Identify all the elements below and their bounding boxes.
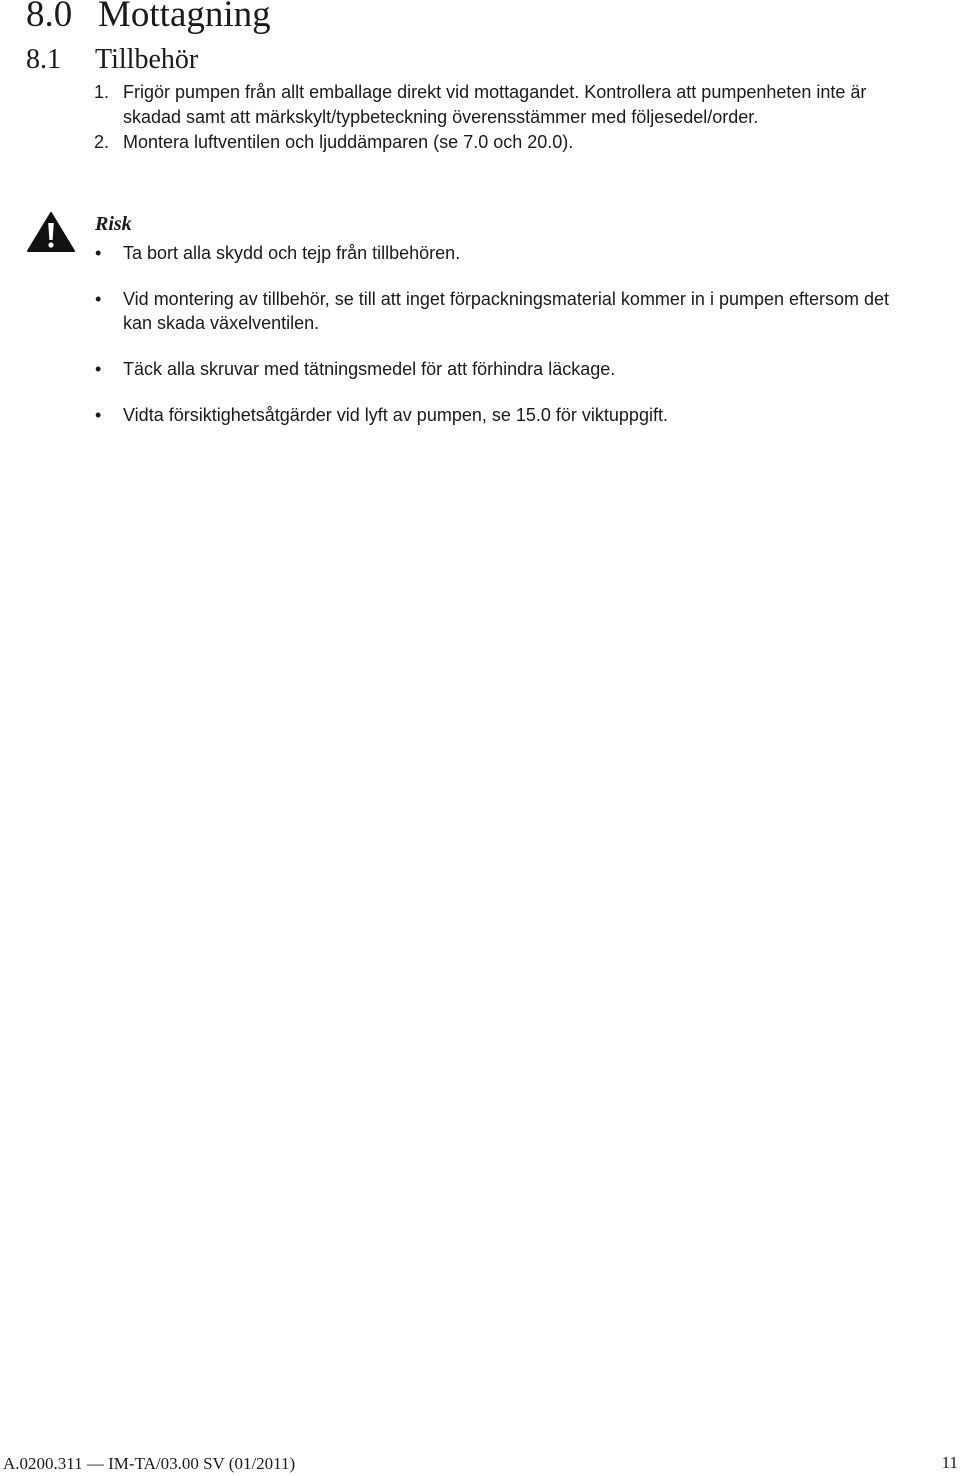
bullet-icon: • xyxy=(95,289,102,309)
step-item xyxy=(95,80,915,130)
risk-item-text: Ta bort alla skydd och tejp från tillbehören. xyxy=(123,243,461,263)
risk-item-text: Täck alla skruvar med tätningsmedel för att förhindra läckage. xyxy=(123,359,616,379)
bullet-icon: • xyxy=(95,405,102,425)
steps-list xyxy=(95,80,915,155)
subsection-heading xyxy=(26,42,198,78)
step-text: Frigör pumpen från allt emballage direkt vid mottagandet. Kontrollera att pumpenheten inte är skadad samt att märkskylt/typbeteckning överensstämmer med följesedel/order. xyxy=(123,82,867,127)
risk-item xyxy=(95,403,895,427)
page-number: 11 xyxy=(941,1453,958,1472)
subsection-number: 8.1 xyxy=(26,44,61,75)
step-number: 2. xyxy=(94,132,110,152)
step-number: 1. xyxy=(94,82,110,102)
section-number: 8.0 xyxy=(26,0,73,35)
step-item xyxy=(95,130,915,155)
risk-list xyxy=(95,241,895,449)
risk-item xyxy=(95,357,895,381)
footer-doc-ref: A.0200.311 — IM-TA/03.00 SV (01/2011) xyxy=(3,1454,296,1473)
step-text: Montera luftventilen och ljuddämparen (se 7.0 och 20.0). xyxy=(123,132,574,152)
warning-triangle-icon xyxy=(27,212,75,252)
subsection-title: Tillbehör xyxy=(95,44,199,75)
risk-item-text: Vidta försiktighetsåtgärder vid lyft av pumpen, se 15.0 för viktuppgift. xyxy=(123,405,668,425)
risk-item xyxy=(95,287,895,335)
risk-item-text: Vid montering av tillbehör, se till att inget förpackningsmaterial kommer in i pumpen eftersom det kan skada växelventilen. xyxy=(123,289,890,333)
risk-item xyxy=(95,241,895,265)
bullet-icon: • xyxy=(95,243,102,263)
risk-title: Risk xyxy=(95,213,132,235)
section-title: Mottagning xyxy=(98,0,271,35)
section-heading xyxy=(26,0,271,38)
bullet-icon: • xyxy=(95,359,102,379)
